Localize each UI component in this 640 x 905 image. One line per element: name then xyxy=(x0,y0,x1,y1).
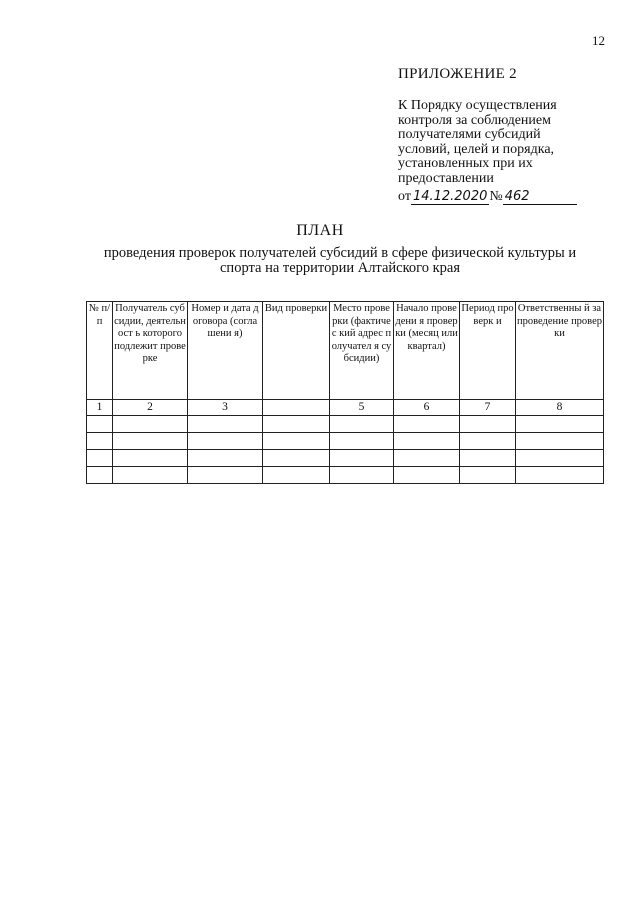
handwritten-date: 14.12.2020 xyxy=(412,189,488,204)
table-cell xyxy=(87,449,113,466)
header-cell: Место проверки (фактичес кий адрес получател я субсидии) xyxy=(330,302,394,400)
column-number-cell: 3 xyxy=(188,400,263,416)
table-cell xyxy=(330,466,394,483)
table-row xyxy=(87,449,604,466)
table-cell xyxy=(394,449,460,466)
appendix-line: контроля за соблюдением xyxy=(398,112,551,128)
reference-number-label: № xyxy=(489,189,503,204)
header-cell: Ответственны й за проведение проверки xyxy=(516,302,604,400)
table-cell xyxy=(460,466,516,483)
table-cell xyxy=(394,432,460,449)
appendix-block xyxy=(398,66,618,205)
header-cell: Период проверк и xyxy=(460,302,516,400)
table-row xyxy=(87,432,604,449)
column-number-cell: 6 xyxy=(394,400,460,416)
table-cell xyxy=(516,449,604,466)
table-cell xyxy=(330,432,394,449)
column-number-cell: 7 xyxy=(460,400,516,416)
table-cell xyxy=(460,432,516,449)
column-number-cell xyxy=(263,400,330,416)
header-cell: Начало проведени я проверки (месяц или квартал) xyxy=(394,302,460,400)
appendix-line: К Порядку осуществления xyxy=(398,98,557,113)
table-cell xyxy=(188,449,263,466)
handwritten-number: 462 xyxy=(503,189,577,205)
table-cell xyxy=(188,466,263,483)
appendix-line: установленных при их xyxy=(398,156,533,171)
table-cell xyxy=(188,415,263,432)
table-cell xyxy=(516,466,604,483)
table-cell xyxy=(263,449,330,466)
column-number-row xyxy=(87,400,604,416)
table-cell xyxy=(113,449,188,466)
appendix-line: предоставлении xyxy=(398,170,494,186)
header-cell: № п/п xyxy=(87,302,113,400)
reference-prefix: от xyxy=(398,189,411,204)
column-number-cell: 2 xyxy=(113,400,188,416)
subtitle-line: спорта на территории Алтайского края xyxy=(220,260,460,276)
table-cell xyxy=(330,449,394,466)
page-number: 12 xyxy=(592,33,605,48)
table-cell xyxy=(460,415,516,432)
appendix-reference xyxy=(398,189,618,205)
table-cell xyxy=(263,432,330,449)
table-cell xyxy=(87,466,113,483)
table-row xyxy=(87,415,604,432)
table-cell xyxy=(113,466,188,483)
table-cell xyxy=(87,415,113,432)
table-cell xyxy=(87,432,113,449)
appendix-line: получателями субсидий xyxy=(398,127,541,142)
table-cell xyxy=(394,415,460,432)
table-header-row xyxy=(87,302,604,400)
table-cell xyxy=(263,466,330,483)
table-cell xyxy=(113,432,188,449)
table-cell xyxy=(330,415,394,432)
appendix-title: ПРИЛОЖЕНИЕ 2 xyxy=(398,66,517,82)
column-number-cell: 1 xyxy=(87,400,113,416)
header-cell: Номер и дата договора (соглашени я) xyxy=(188,302,263,400)
plan-title: ПЛАН xyxy=(296,222,344,239)
table-cell xyxy=(460,449,516,466)
table-cell xyxy=(113,415,188,432)
table-row xyxy=(87,466,604,483)
table-cell xyxy=(394,466,460,483)
table-cell xyxy=(516,432,604,449)
plan-table xyxy=(86,301,604,484)
appendix-line: условий, целей и порядка, xyxy=(398,141,555,157)
subtitle-line: проведения проверок получателей субсидий в сфере физической культуры и xyxy=(103,245,577,261)
header-cell: Вид проверки xyxy=(263,302,330,400)
column-number-cell: 8 xyxy=(516,400,604,416)
table-cell xyxy=(516,415,604,432)
header-cell: Получатель субсидии, деятельност ь которого подлежит проверке xyxy=(113,302,188,400)
table-cell xyxy=(188,432,263,449)
column-number-cell: 5 xyxy=(330,400,394,416)
table-cell xyxy=(263,415,330,432)
plan-subtitle xyxy=(80,246,600,276)
